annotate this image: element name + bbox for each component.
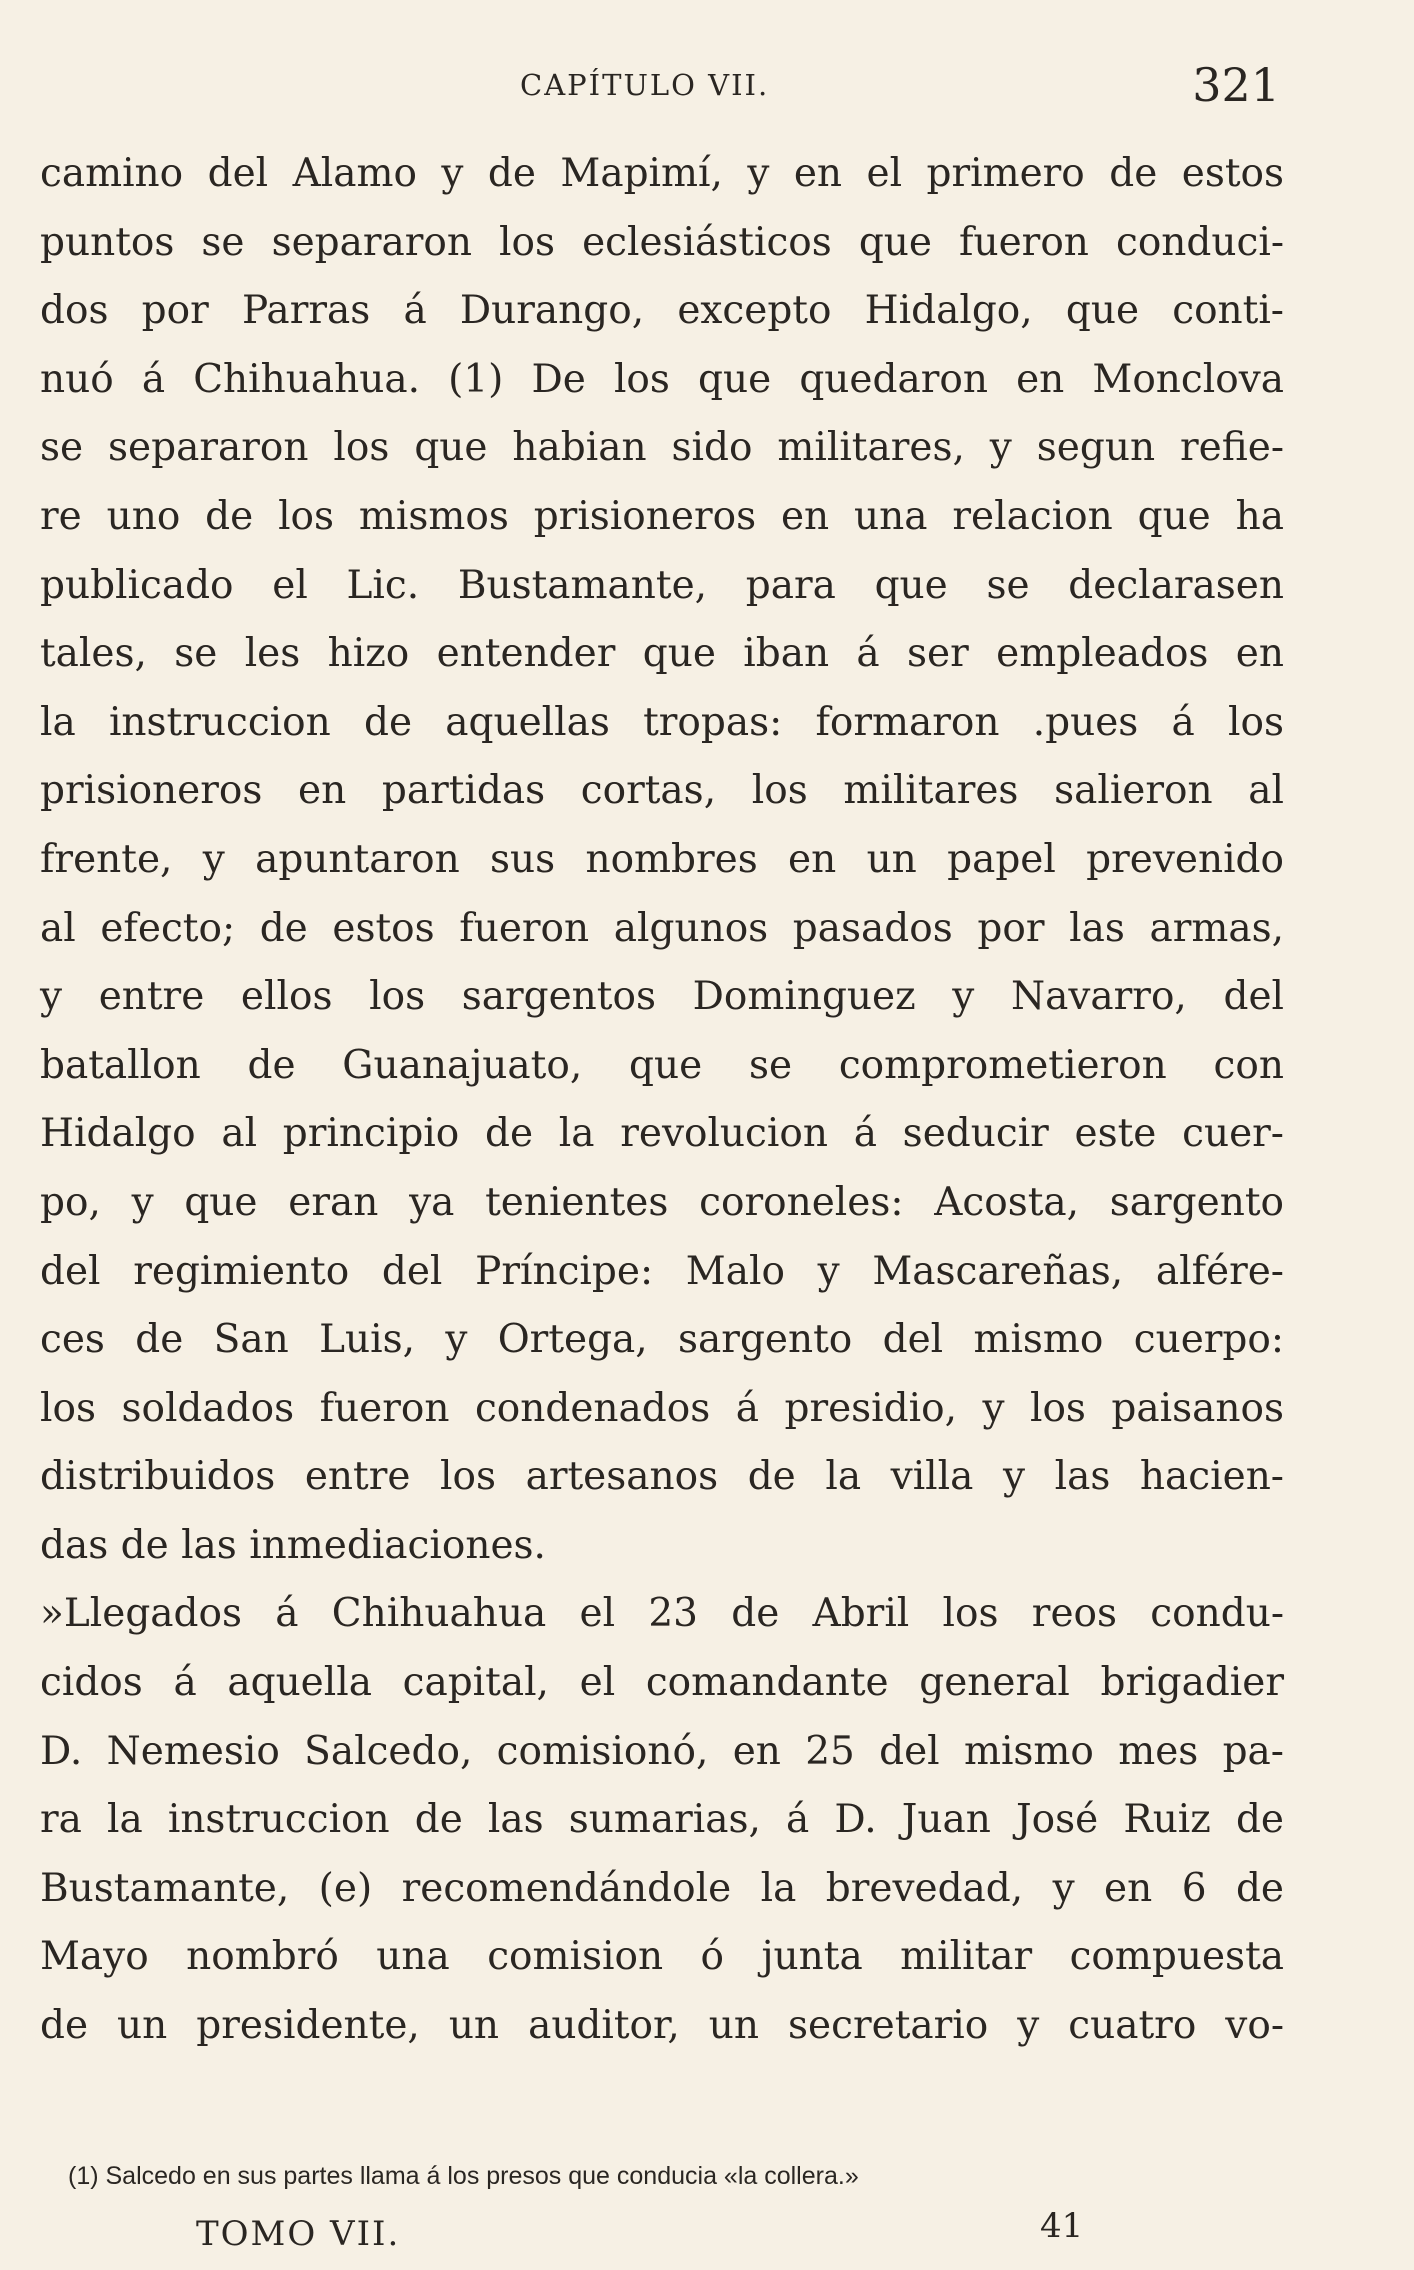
signature-number: 41 xyxy=(1040,2206,1084,2246)
text-line: camino del Alamo y de Mapimí, y en el primero de estos xyxy=(40,151,1284,196)
text-line: la instruccion de aquellas tropas: formaron .pues á los xyxy=(40,699,1284,745)
text-line: los soldados fueron condenados á presidio, y los paisanos xyxy=(40,1385,1284,1431)
text-line: ces de San Luis, y Ortega, sargento del mismo cuerpo: xyxy=(40,1317,1284,1363)
body-text xyxy=(40,140,1284,2061)
text-line: prisioneros en partidas cortas, los militares salieron al xyxy=(40,768,1284,814)
text-line: ra la instruccion de las sumarias, á D. Juan José Ruiz de xyxy=(40,1797,1284,1843)
text-line: tales, se les hizo entender que iban á ser empleados en xyxy=(40,631,1284,677)
paragraph-end-line: das de las inmediaciones. xyxy=(40,1522,546,1568)
text-line: al efecto; de estos fueron algunos pasados por las armas, xyxy=(40,905,1284,951)
text-line: publicado el Lic. Bustamante, para que se declarasen xyxy=(40,562,1284,608)
text-line: del regimiento del Príncipe: Malo y Mascareñas, alfére- xyxy=(40,1248,1284,1294)
text-line: se separaron los que habian sido militares, y segun refie- xyxy=(40,425,1284,471)
text-line: de un presidente, un auditor, un secretario y cuatro vo- xyxy=(40,2003,1284,2049)
text-line: frente, y apuntaron sus nombres en un papel prevenido xyxy=(40,836,1284,882)
text-line: puntos se separaron los eclesiásticos que fueron conduci- xyxy=(40,219,1284,265)
text-line: »Llegados á Chihuahua el 23 de Abril los reos condu- xyxy=(40,1591,1284,1637)
running-head xyxy=(40,58,1280,118)
text-line: Bustamante, (e) recomendándole la brevedad, y en 6 de xyxy=(40,1865,1284,1911)
text-line: y entre ellos los sargentos Dominguez y Navarro, del xyxy=(40,974,1284,1020)
text-line: Mayo nombró una comision ó junta militar compuesta xyxy=(40,1934,1284,1980)
text-line: batallon de Guanajuato, que se comprometieron con xyxy=(40,1042,1284,1088)
text-line: Hidalgo al principio de la revolucion á seducir este cuer- xyxy=(40,1111,1284,1157)
footnote: (1) Salcedo en sus partes llama á los presos que conducia «la collera.» xyxy=(68,2162,859,2190)
text-line: nuó á Chihuahua. (1) De los que quedaron en Monclova xyxy=(40,356,1284,402)
volume-signature: TOMO VII. xyxy=(196,2214,401,2254)
text-line: dos por Parras á Durango, excepto Hidalgo, que conti- xyxy=(40,288,1284,334)
chapter-heading: CAPÍTULO VII. xyxy=(520,68,770,102)
text-line: re uno de los mismos prisioneros en una relacion que ha xyxy=(40,493,1284,539)
text-line: po, y que eran ya tenientes coroneles: Acosta, sargento xyxy=(40,1179,1284,1225)
page-number: 321 xyxy=(1192,58,1280,112)
text-line: D. Nemesio Salcedo, comisionó, en 25 del mismo mes pa- xyxy=(40,1728,1284,1774)
text-line: distribuidos entre los artesanos de la villa y las hacien- xyxy=(40,1454,1284,1500)
text-line: cidos á aquella capital, el comandante general brigadier xyxy=(40,1660,1284,1706)
